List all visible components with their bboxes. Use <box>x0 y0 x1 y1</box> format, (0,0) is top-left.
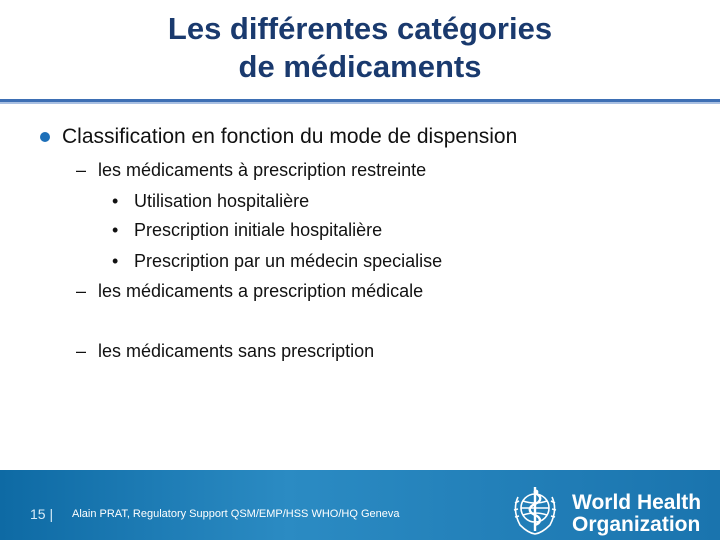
footer-credit: Alain PRAT, Regulatory Support QSM/EMP/HSS WHO/HQ Geneva <box>72 508 400 520</box>
dash-glyph: – <box>76 281 87 301</box>
who-emblem-icon <box>506 483 564 537</box>
item-text: Prescription par un médecin specialise <box>134 251 443 271</box>
dash-glyph: – <box>76 160 87 180</box>
title-line-2: de médicaments <box>238 49 482 84</box>
bullet-glyph: • <box>112 220 119 240</box>
slide-title <box>0 10 720 86</box>
page-number: 15 | <box>30 506 54 522</box>
dash-glyph: – <box>76 341 87 361</box>
sub-bullet-text: les médicaments sans prescription <box>98 341 375 361</box>
who-logo-text <box>572 492 701 536</box>
item-text: Utilisation hospitalière <box>134 191 310 211</box>
title-divider-shadow <box>0 102 720 104</box>
title-line-1: Les différentes catégories <box>167 11 553 46</box>
sub-bullet-text: les médicaments a prescription médicale <box>98 281 424 301</box>
bullet-glyph: • <box>112 251 119 271</box>
bullet-dot-icon <box>40 132 50 142</box>
who-logo-line-1: World Health <box>572 491 702 514</box>
bullet-text: Classification en fonction du mode de dispension <box>62 125 518 148</box>
sub-bullet-text: les médicaments à prescription restreinte <box>98 160 427 180</box>
bullet-glyph: • <box>112 191 119 211</box>
footer-bar <box>0 470 720 540</box>
who-logo-line-2: Organization <box>572 513 701 536</box>
item-text: Prescription initiale hospitalière <box>134 220 383 240</box>
